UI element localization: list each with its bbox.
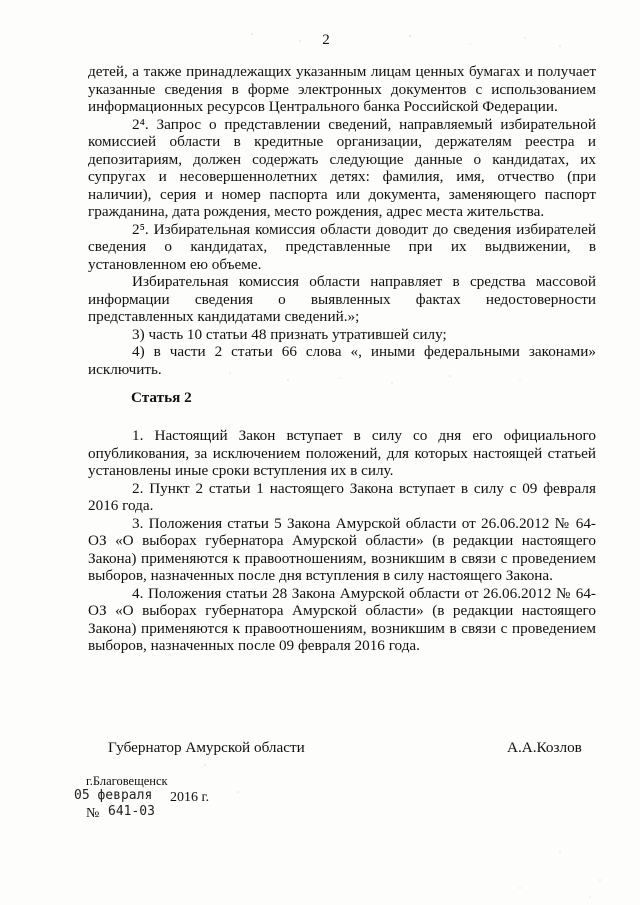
stamp-date: 05 февраля — [74, 788, 153, 803]
paragraph-2-5: 2⁵. Избирательная комиссия области доводит до сведения избирателей сведения о кандидатах, представленные при их выдвижении, в установленном ею объеме. — [88, 220, 596, 273]
signing-city: г.Благовещенск — [86, 774, 168, 788]
paragraph-item-3: 3) часть 10 статьи 48 признать утратившей силу; — [132, 325, 447, 343]
stamp-number: 641-03 — [108, 804, 155, 819]
article-2-item-3: 3. Положения статьи 5 Закона Амурской области от 26.06.2012 № 64-ОЗ «О выборах губернатора Амурской области» (в редакции настоящего Закона) применяются к правоотношениям, возникшим в связи с проведением выборов, назначенных после дня вступления в силу настоящего Закона. — [88, 514, 596, 584]
article-2-body — [88, 427, 596, 655]
article-2-item-1: 1. Настоящий Закон вступает в силу со дня его официального опубликования, за исключением положений, для которых настоящей статьей установлены иные сроки вступления их в силу. — [88, 427, 596, 479]
paragraph-item-4: 4) в части 2 статьи 66 слова «, иными федеральными законами» исключить. — [88, 343, 596, 378]
page-number: 2 — [322, 32, 330, 48]
number-sign: № — [86, 806, 100, 821]
article-2-item-2: 2. Пункт 2 статьи 1 настоящего Закона вступает в силу с 09 февраля 2016 года. — [88, 479, 596, 514]
article-2-item-4: 4. Положения статьи 28 Закона Амурской области от 26.06.2012 № 64-ОЗ «О выборах губернатора Амурской области» (в редакции настоящего Закона) применяются к правоотношениям, возникшим в связи с проведением выборов, назначенных после 09 февраля 2016 года. — [88, 584, 596, 654]
article-2-heading: Статья 2 — [131, 389, 192, 406]
signature-title: Губернатор Амурской области — [108, 739, 305, 756]
paragraph-continuation: детей, а также принадлежащих указанным лицам ценных бумагах и получает указанные сведения в форме электронных документов с использованием информационных ресурсов Центрального банка Российской Федерации. — [88, 63, 596, 115]
law-year: 2016 г. — [170, 790, 210, 805]
signature-name: А.А.Козлов — [507, 739, 582, 756]
paragraph-media: Избирательная комиссия области направляет в средства массовой информации сведения о выявленных фактах недостоверности представленных кандидатами сведений.»; — [88, 273, 596, 325]
article-1-continuation — [88, 63, 596, 378]
paragraph-2-4: 2⁴. Запрос о представлении сведений, направляемый избирательной комиссией области в кредитные организации, держателям реестра и депозитариям, должен содержать следующие данные о кандидатах, их супругах и несовершеннолетних детях: фамилия, имя, отчество (при наличии), серия и номер паспорта или документа, заменяющего паспорт гражданина, дата рождения, место рождения, адрес места жительства. — [88, 115, 596, 220]
